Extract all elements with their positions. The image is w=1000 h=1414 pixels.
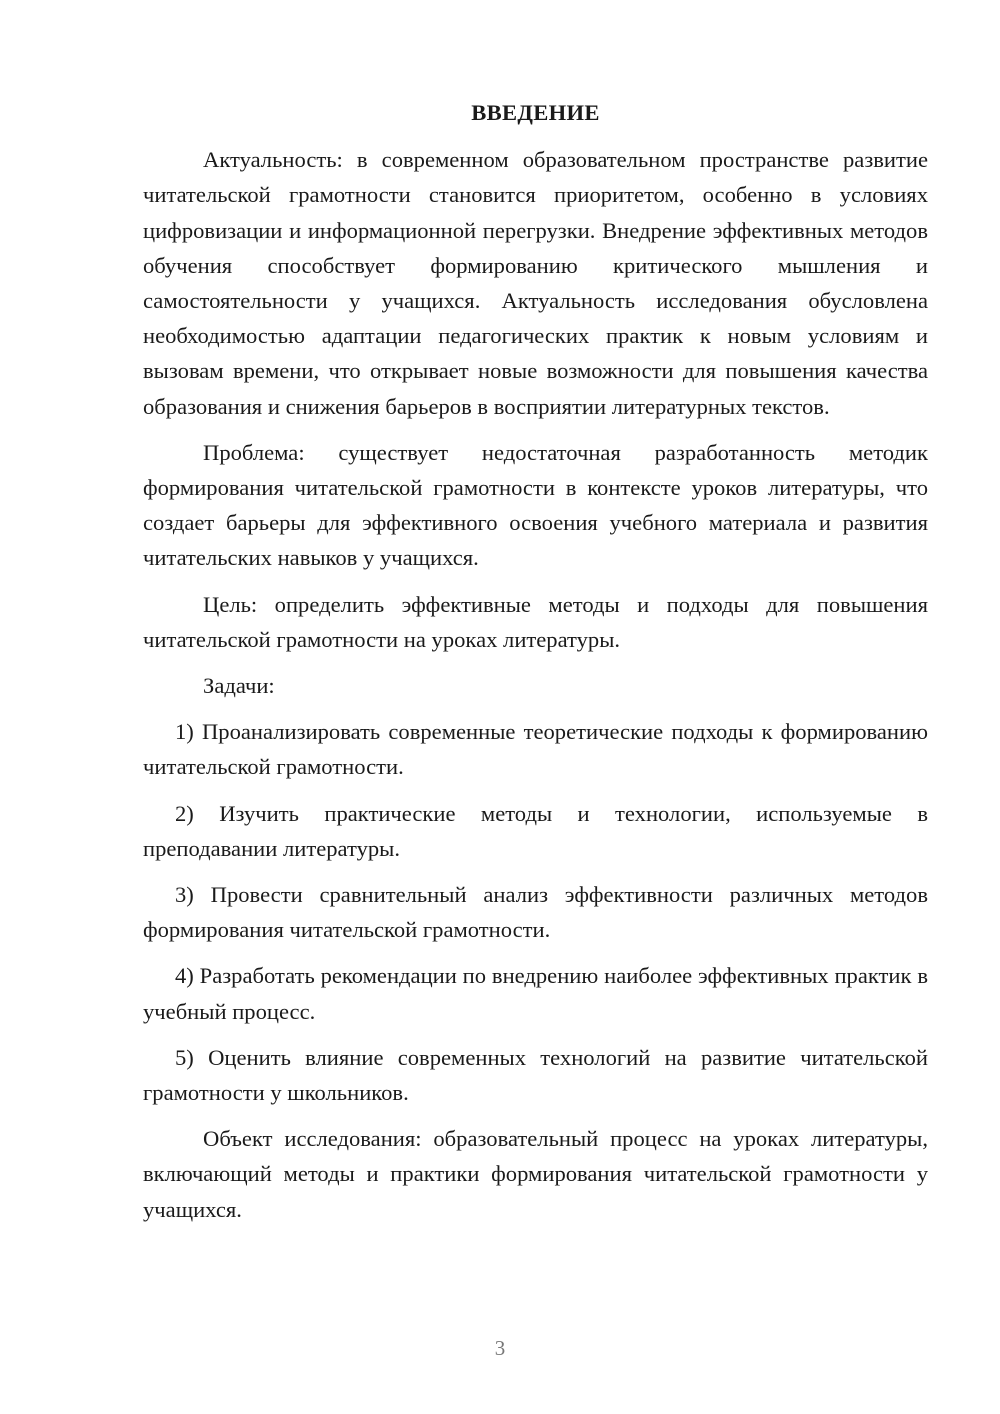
page-content: [143, 95, 928, 1227]
section-title: ВВЕДЕНИЕ: [471, 100, 600, 125]
paragraph-relevance: Актуальность: в современном образовательном пространстве развитие читательской грамотности становится приоритетом, особенно в условиях цифровизации и информационной перегрузки. Внедрение эффективных методов обучения способствует формированию критического мышления и самостоятельности у учащихся. Актуальность исследования обусловлена необходимостью адаптации педагогических практик к новым условиям и вызовам времени, что открывает новые возможности для повышения качества образования и снижения барьеров в восприятии литературных текстов.: [143, 147, 928, 419]
task-item-2: 2) Изучить практические методы и технологии, используемые в преподавании литературы.: [143, 800, 928, 861]
task-item-3: 3) Провести сравнительный анализ эффективности различных методов формирования читательской грамотности.: [143, 882, 928, 943]
paragraph-problem: Проблема: существует недостаточная разработанность методик формирования читательской грамотности в контексте уроков литературы, что создает барьеры для эффективного освоения учебного материала и развития читательских навыков у учащихся.: [143, 439, 928, 571]
task-item-5: 5) Оценить влияние современных технологий на развитие читательской грамотности у школьников.: [143, 1044, 928, 1106]
task-item-4: 4) Разработать рекомендации по внедрению наиболее эффективных практик в учебный процесс.: [143, 963, 928, 1024]
paragraph-goal: Цель: определить эффективные методы и подходы для повышения читательской грамотности на уроках литературы.: [143, 591, 928, 652]
task-item-1: 1) Проанализировать современные теоретические подходы к формированию читательской грамотности.: [143, 719, 928, 780]
tasks-heading: Задачи:: [203, 673, 275, 699]
paragraph-object: Объект исследования: образовательный процесс на уроках литературы, включающий методы и практики формирования читательской грамотности у учащихся.: [143, 1126, 928, 1222]
page-number: 3: [494, 1336, 506, 1360]
